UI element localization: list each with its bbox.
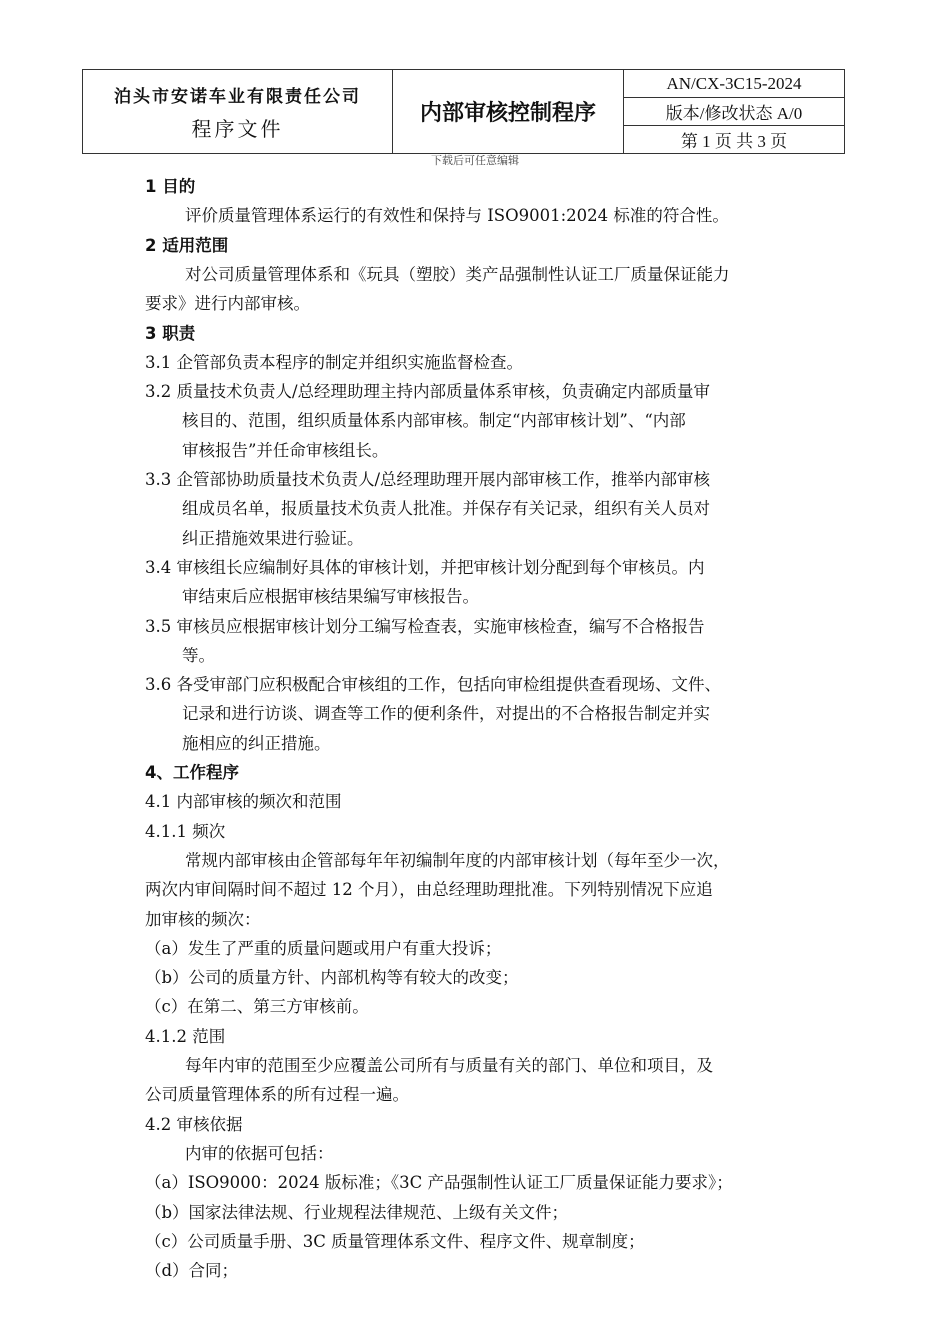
text-line: 核目的、范围，组织质量体系内部审核。制定“内部审核计划”、“内部	[182, 411, 686, 431]
document-code: AN/CX-3C15-2024	[624, 70, 845, 98]
text-line: 4.1.2 范围	[145, 1026, 226, 1046]
company-name: 泊头市安诺车业有限责任公司	[114, 86, 361, 107]
text-line: （c）在第二、第三方审核前。	[145, 997, 369, 1017]
text-line: 记录和进行访谈、调查等工作的便利条件，对提出的不合格报告制定并实	[182, 704, 710, 724]
document-header	[82, 69, 845, 154]
text-line: 施相应的纠正措施。	[182, 733, 331, 753]
text-line: 3.5 审核员应根据审核计划分工编写检查表，实施审核检查，编写不合格报告	[145, 616, 705, 636]
company-cell	[83, 70, 393, 154]
text-line: 审核报告”并任命审核组长。	[182, 440, 389, 460]
text-line: 每年内审的范围至少应覆盖公司所有与质量有关的部门、单位和项目，及	[185, 1056, 713, 1075]
text-line: 3.1 企管部负责本程序的制定并组织实施监督检查。	[145, 352, 523, 372]
page-number: 第 1 页 共 3 页	[624, 126, 845, 154]
document-title: 内部审核控制程序	[393, 70, 624, 154]
text-line: 要求》进行内部审核。	[145, 294, 310, 314]
text-line: 纠正措施效果进行验证。	[182, 528, 364, 548]
text-line: 3.4 审核组长应编制好具体的审核计划，并把审核计划分配到每个审核员。内	[145, 557, 705, 577]
text-line: 等。	[182, 645, 215, 665]
section-heading: 3 职责	[145, 323, 196, 343]
text-line: （b）国家法律法规、行业规程法律规范、上级有关文件；	[145, 1202, 569, 1222]
text-line: （d）合同；	[145, 1261, 239, 1281]
text-line: 4.1 内部审核的频次和范围	[145, 792, 342, 812]
text-line: 3.3 企管部协助质量技术负责人/总经理助理开展内部审核工作，推举内部审核	[145, 470, 711, 489]
text-line: （c）公司质量手册、3C 质量管理体系文件、程序文件、规章制度；	[145, 1231, 645, 1251]
text-line: 评价质量管理体系运行的有效性和保持与 ISO9001:2024 标准的符合性。	[185, 206, 729, 226]
text-line: 4.2 审核依据	[145, 1114, 243, 1134]
section-heading: 2 适用范围	[145, 235, 229, 255]
text-line: 公司质量管理体系的所有过程一遍。	[145, 1085, 409, 1105]
text-line: （b）公司的质量方针、内部机构等有较大的改变；	[145, 968, 519, 988]
text-line: 4.1.1 频次	[145, 821, 226, 841]
text-line: 3.2 质量技术负责人/总经理助理主持内部质量体系审核，负责确定内部质量审	[145, 382, 711, 402]
text-line: 审结束后应根据审核结果编写审核报告。	[182, 587, 479, 607]
version-status: 版本/修改状态 A/0	[624, 98, 845, 126]
text-line: （a）ISO9000：2024 版标准；《3C 产品强制性认证工厂质量保证能力要求》；	[145, 1173, 733, 1193]
document-type: 程序文件	[191, 116, 284, 141]
text-line: 3.6 各受审部门应积极配合审核组的工作，包括向审检组提供查看现场、文件、	[145, 675, 721, 695]
text-line: 对公司质量管理体系和《玩具（塑胶）类产品强制性认证工厂质量保证能力	[185, 264, 730, 284]
text-line: 内审的依据可包括：	[185, 1143, 334, 1163]
text-line: 组成员名单，报质量技术负责人批准。并保存有关记录，组织有关人员对	[182, 499, 710, 519]
section-heading: 1 目的	[145, 177, 196, 196]
section-heading: 4、工作程序	[145, 763, 239, 782]
text-line: 两次内审间隔时间不超过 12 个月），由总经理助理批准。下列特别情况下应追	[145, 880, 713, 900]
text-line: （a）发生了严重的质量问题或用户有重大投诉；	[145, 938, 502, 958]
text-line: 加审核的频次：	[145, 909, 261, 929]
download-note: 下载后可任意编辑	[431, 154, 519, 167]
text-line: 常规内部审核由企管部每年年初编制年度的内部审核计划（每年至少一次，	[185, 850, 730, 870]
